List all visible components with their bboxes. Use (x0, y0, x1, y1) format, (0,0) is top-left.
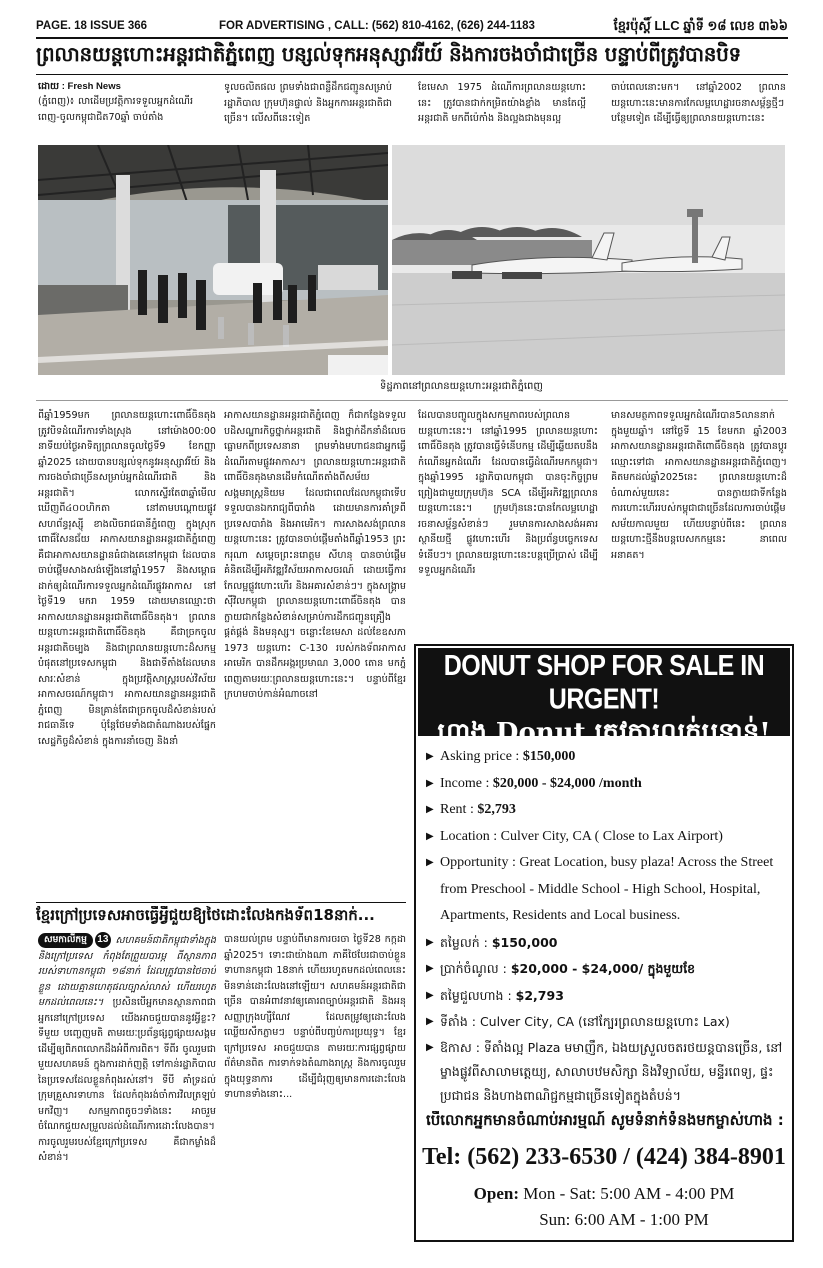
ad-headline-en: DONUT SHOP FOR SALE IN URGENT! (443, 649, 765, 716)
hours-weekday: Mon - Sat: 5:00 AM - 4:00 PM (523, 1184, 735, 1203)
article2-col1 (38, 932, 216, 1232)
ad-item: ▶ Asking price : $150,000 (426, 744, 788, 771)
ad-item: ▶ Location : Culver City, CA ( Close to Lax Airport) (426, 824, 788, 851)
terminal-entrance-photo (38, 145, 388, 375)
ad-item: ▶ ប្រាក់ចំណូល : $20,000 - $24,000/ ក្នុងមួយខែ (426, 956, 788, 983)
ad-hours (416, 1181, 792, 1233)
airport-apron-photo (392, 145, 785, 375)
ad-item: ▶ Income : $20,000 - $24,000 /month (426, 771, 788, 798)
arrow-icon: ▶ (426, 1016, 434, 1027)
byline: ដោយ : Fresh News (38, 81, 121, 92)
article1-col3-body: ដែលបានបញ្ចូលក្នុងសកម្មភាពរបស់ព្រលានយន្តហោះនេះ។ នៅឆ្នាំ1995 ព្រលានយន្តហោះពោធិ៍ចិនតុង ត្រូវបានធ្វើទំនើបកម្ម ដើម្បីឆ្លើយតបនឹងកំណើនអ្នកដំណើរ ដែលបានធ្វើដំណើរមកកម្ពុជា។ ក្នុងឆ្នាំ1995 រដ្ឋាភិបាលកម្ពុជា បានចុះកិច្ចព្រមព្រៀងជាមួយក្រុមហ៊ុន SCA ដើម្បីអភិវឌ្ឍព្រលានយន្តហោះនេះ។ ក្រុមហ៊ុននេះបានកែលម្អហេដ្ឋារចនាសម្ព័ន្ធសំខាន់ៗ រួមមានការសាងសង់អគារស្ថានីយថ្មី ផ្លូវហោះហើរ និងប្រព័ន្ធបច្ចេកទេសទំនើបៗ។ ព្រលានយន្តហោះនេះបន្តប្រើប្រាស់ ដើម្បីទទួលអ្នកដំណើរ (418, 410, 598, 576)
arrow-icon: ▶ (426, 857, 434, 868)
ad-call-to-action: បើលោកអ្នកមានចំណាប់អារម្មណ៍ សូមទំនាក់ទំនងមកម្ចាស់ហាង : (426, 1111, 784, 1129)
article-headline: ព្រលានយន្តហោះអន្តរជាតិភ្នំពេញ បន្សល់ទុកអនុស្សាវរីយ៍ និងការចងចាំជាច្រើន បន្ទាប់ពីត្រូវបានបិទ (36, 42, 741, 66)
ad-header (418, 648, 790, 748)
article1-col3-top: ខែមេសា 1975 ដំណើការព្រលានយន្តហោះនេះ ត្រូវបានជាក់កម្រិតយ៉ាងខ្លាំង មានតែល្អីអន្តរជាតិ មកពីប៉េកាំង និងល្អងជាងមុនល្អ (418, 82, 586, 124)
ad-item: ▶ ឱកាស : ទីតាំងល្អ Plaza មមាញឹក, ឯងយស្រួលចតរថយន្តបានច្រើន, នៅម្ខាងផ្លូវពីសាលាមត្តេយ្យ, សាលាបឋមសិក្សា និងវិទ្យាល័យ, មន្ទីរពេទ្យ, ផ្ទះប្រជាជន និងហាងពាណិជ្ជកម្មជាច្រើនទៀតក្នុងតំបន់។ (426, 1036, 788, 1108)
ad-item: ▶ តម្លៃលក់ : $150,000 (426, 930, 788, 957)
ad-item: ▶ Rent : $2,793 (426, 797, 788, 824)
arrow-icon: ▶ (426, 751, 434, 762)
arrow-icon: ▶ (426, 989, 434, 1001)
header-rule (36, 37, 788, 39)
ad-headline-kh: ហាង Donut ត្រូវការលក់បន្ទាន់! (437, 718, 771, 748)
caption-rule (36, 400, 788, 401)
hours-sunday: Sun: 6:00 AM - 1:00 PM (539, 1210, 709, 1229)
advertising-contact: FOR ADVERTISING , CALL: (562) 810-4162, (626) 244-1183 (219, 20, 535, 32)
ad-phone: Tel: (562) 233-6530 / (424) 384-8901 (422, 1144, 786, 1170)
arrow-icon: ▶ (426, 936, 434, 948)
ad-details (426, 744, 788, 1108)
donut-shop-ad (414, 644, 794, 1242)
arrow-icon: ▶ (426, 777, 434, 789)
article1-col4-top: ចាប់ពេលនោះមក។ នៅឆ្នាំ2002 ព្រលានយន្តហោះនេះមានការកែលម្អហេដ្ឋារចនាសម្ព័ន្ធថ្មីៗបន្ថែមទៀត ដើម្បីធ្វើឲ្យព្រលានយន្តហោះនេះ (611, 82, 786, 124)
article1-col2-top: ទូលចលិតផល ព្រមទាំងជាពន្លឺដឹកជញ្ជូនសម្រាប់រដ្ឋាភិបាល ក្រុមហ៊ុនផ្ទាល់ និងអ្នកការអន្តរជាតិជាច្រើន។ លើសពីនេះទៀត (224, 82, 392, 124)
article1-col1-top: (ភ្នំពេញ)៖ លាដើមប្រវត្តិការទទួលអ្នកដំណើរពេញ-ចូលកម្ពុជាជិត70ឆ្នាំ ចាប់តាំង (38, 96, 193, 123)
arrow-icon: ▶ (426, 1041, 434, 1053)
ad-item: ▶ Opportunity : Great Location, busy plaza! Across the Street from Preschool - Middle School - High School, Hospital, Apartments, Residents and Local business. (426, 850, 788, 930)
page-header (36, 20, 788, 38)
article2-col2: បានយល់ព្រម បន្ទាប់ពីមានការចរចា ថ្ងៃទី28 កក្កដា ឆ្នាំ2025។ ទោះជាយ៉ាងណា ភាគីថៃបែរជាចាប់ខ្លួនទាហានកម្ពុជា 18នាក់ ហើយរហូតមកដល់ពេលនេះ មិនទាន់ដោះលែងនៅឡើយ។ សហគមន៍អន្តរជាតិជាច្រើន បានអំពាវនាវឲ្យគោរពច្បាប់អន្តរជាតិ និងអនុសញ្ញាក្រុងហ្សឺណែវ ដែលតម្រូវឲ្យដោះលែងឈ្លើយសឹកភ្លាមៗ បន្ទាប់ពីបញ្ចប់ការប្រយុទ្ធ។ ខ្មែរក្រៅប្រទេស អាចជួយបាន តាមរយៈការផ្សព្វផ្សាយព័ត៌មានពិត ការទាក់ទងតំណាងរាស្ត្រ និងការចូលរួមក្នុងយុទ្ធនាការ ដើម្បីជំរុញឲ្យមានការដោះលែងទាហានទាំងនោះ... (224, 934, 406, 1100)
article1-col1-body: ពីឆ្នាំ1959មក ព្រលានយន្តហោះពោធិ៍ចិនតុងត្រូវបិទដំណើរការទាំងស្រុង នៅម៉ោង00:00 នាទីយប់ថ្ងៃអាទិត្យព្រលានចូលថ្ងៃទី9 ខែកញ្ញា ឆ្នាំ2025 ដោយបានបន្សល់ទុកនូវអនុស្សាវរីយ៍ និងការចងចាំជាច្រើនសម្រាប់អ្នកដំណើរជាតិ និងអន្តរជាតិ។ លោកស្ទើរតែ៣ឆ្នាំមើលឃើញពី៤០០ហិកតា នៅតាមបណ្ដោយផ្លូវសហព័ន្ធរុស្ស៊ី ខាងលិចរាជធានីភ្នំពេញ ក្នុងស្រុកពោធិ៍សែនជ័យ អាកាសយានដ្ឋានអន្តរជាតិភ្នំពេញ គឺជាអាកាសយានដ្ឋានធំជាងគេនៅកម្ពុជា ដែលបានចាប់ផ្ដើមសាងសង់ឡើងនៅឆ្នាំ1957 និងសម្ពោធដាក់ឲ្យដំណើរការទទួលអ្នកដំណើរផ្លូវអាកាស នៅថ្ងៃទី19 មករា 1959 ដោយមានឈ្មោះថា អាកាសយានដ្ឋានអន្តរជាតិពោធិ៍ចិនតុង។ ព្រលានយន្តហោះអន្តរជាតិពោធិ៍ចិនតុង គឺជាច្រកចូលអន្តរជាតិចម្បង និងជាព្រលានយន្តហោះដ៏សកម្មបំផុតនៅប្រទេសកម្ពុជា និងជាទីតាំងដែលមានសារៈសំខាន់ ក្នុងប្រវត្តិសាស្ត្ររបស់វិស័យអាកាសចរណ៍កម្ពុជា។ អាកាសយានដ្ឋានអន្តរជាតិភ្នំពេញ មិនគ្រាន់តែជាច្រកចូលដ៏សំខាន់របស់រាជធានីទេ ប៉ុន្តែថែមទាំងជាតំណាងរបស់ផ្នែកសេដ្ឋកិច្ចដ៏សំខាន់ ក្នុងការនាំចេញ និងនាំ (38, 410, 216, 747)
article1-col4-body: មានសមត្ថភាពទទួលអ្នកដំណើរបាន5លាននាក់ក្នុងមួយឆ្នាំ។ នៅថ្ងៃទី 15 ខែមករា ឆ្នាំ2003 អាកាសយានដ្ឋានអន្តរជាតិពោធិ៍ចិនតុង ត្រូវបានប្ដូរឈ្មោះទៅជា អាកាសយានដ្ឋានអន្តរជាតិភ្នំពេញ។ គិតមកដល់ឆ្នាំ2025នេះ ព្រលានយន្តហោះដ៏ចំណាស់មួយនេះ បានក្លាយជាទីកន្លែងការហោះហើររបស់កម្ពុជាជាច្រើនដែលការចាប់ផ្ដើមសម័យកាលមួយ ហើយបន្ទាប់ពីនេះ ព្រលានយន្តហោះថ្មីនឹងបន្តបេសកកម្មនេះ នាពេលអនាគត។ (611, 410, 787, 561)
ad-item: ▶ ទីតាំង : Culver City, CA (នៅក្បែរព្រលានយន្តហោះ Lax) (426, 1009, 788, 1036)
open-label: Open: (473, 1184, 519, 1203)
masthead: ខ្មែរប៉ុស្ដិ៍ LLC ឆ្នាំទី ១៨ លេខ ៣៦៦ (613, 18, 788, 33)
article2-headline: ខ្មែរក្រៅប្រទេសអាចធ្វើអ្វីជួយឱ្យថៃដោះលែងកងទ័ព18នាក់... (36, 906, 375, 924)
arrow-icon: ▶ (426, 963, 434, 974)
arrow-icon: ▶ (426, 830, 434, 842)
arrow-icon: ▶ (426, 804, 434, 815)
article2-top-rule (36, 902, 406, 903)
article2-col1-body: ប្រសិនបើអ្នកមានស្ថានភាពជាអ្នកនៅក្រៅប្រទេស យើងអាចជួយបាននូវអ្វីខ្លះ? ទីមួយ បញ្ចេញមតិ តាមរយៈប្រព័ន្ធផ្សព្វផ្សាយសង្គម ដើម្បីឲ្យពិភពលោកដឹងអំពីការពិត។ ទីពីរ ចូលរួមជាមួយសហគមន៍ ក្នុងការដាក់ញត្តិ ទៅកាន់រដ្ឋាភិបាលនៃប្រទេសដែលខ្លួនកំពុងរស់នៅ។ ទីបី គាំទ្រដល់ក្រុមគ្រួសារទាហាន ដែលកំពុងរង់ចាំការវិលត្រឡប់មកវិញ។ សកម្មភាពតូចៗទាំងនេះ អាចរួមចំណែកជួយសម្រួលដល់ដំណើរការដោះលែងបាន។ ការចូលរួមរបស់ខ្មែរក្រៅប្រទេស គឺជាកម្លាំងដ៏សំខាន់។ (38, 997, 216, 1163)
headline-rule (36, 74, 788, 75)
section-number: 13 (95, 932, 111, 948)
ad-item: ▶ តម្លៃជួលហាង : $2,793 (426, 983, 788, 1010)
article2-intro: សហគមន៍ជាតិកម្ពុជាទាំងក្នុង និងក្រៅប្រទេស កំពុងតែព្រួយបារម្ភ ពីស្ថានភាពរបស់ទាហានកម្ពុជា ១៨នាក់ ដែលត្រូវបានថៃចាប់ខ្លួន ដោយគ្មានហេតុផលច្បាស់លាស់ ហើយរហូតមកដល់ពេលនេះ។ (38, 935, 216, 1008)
photo-caption: ទិដ្ឋភាពនៅព្រលានយន្តហោះអន្តរជាតិភ្នំពេញ (380, 381, 543, 392)
section-tag: សមកាលីកម្ម (38, 933, 93, 948)
page-issue: PAGE. 18 ISSUE 366 (36, 20, 148, 32)
article1-col2-body: អាកាសយានដ្ឋានអន្តរជាតិភ្នំពេញ ក៏ជាកន្លែងទទួលបដិសណ្ឋារកិច្ចថ្នាក់អន្តរជាតិ និងថ្នាក់ដឹកនាំដ៏លេចធ្លោមកពីប្រទេសនានា ព្រមទាំងមហាជនជាអ្នកធ្វើដំណើរតាមផ្លូវអាកាស។ ព្រលានយន្តហោះអន្តរជាតិពោធិ៍ចិនតុងមានដើមកំណើតតាំងពីសម័យសង្គមរាស្ត្រនិយម ដែលជាពេលដែលកម្ពុជាទើបទទួលបានឯករាជ្យពីបារាំង ដោយមានការគាំទ្រពីប្រទេសបារាំង និងអាមេរិក។ ការសាងសង់ព្រលានយន្តហោះនេះ ត្រូវបានចាប់ផ្ដើមតាំងពីឆ្នាំ1953 ព្រះករុណា សម្ដេចព្រះនរោត្តម សីហនុ បានចាប់ផ្ដើមគំនិតដើម្បីអភិវឌ្ឍវិស័យអាកាសចរណ៍ ដោយធ្វើការកែលម្អផ្លូវហោះហើរ និងអគារសំខាន់ៗ។ ក្នុងសង្គ្រាមស៊ីវិលកម្ពុជា ព្រលានយន្តហោះពោធិ៍ចិនតុង បានក្លាយជាកន្លែងសំខាន់សម្រាប់ការដឹកជញ្ជូនគ្រឿងផ្គត់ផ្គង់ និងមនុស្ស។ ចន្លោះខែមេសា ដល់ខែឧសភា 1973 យន្តហោះ C-130 របស់កងទ័ពអាកាសអាមេរិក បានដឹកអង្ករប្រមាណ 3,000 តោន មកភ្នំពេញតាមរយៈព្រលានយន្តហោះនេះ។ បន្ទាប់ពីខ្មែរក្រហមចាប់កាន់អំណាចនៅ (224, 410, 406, 700)
